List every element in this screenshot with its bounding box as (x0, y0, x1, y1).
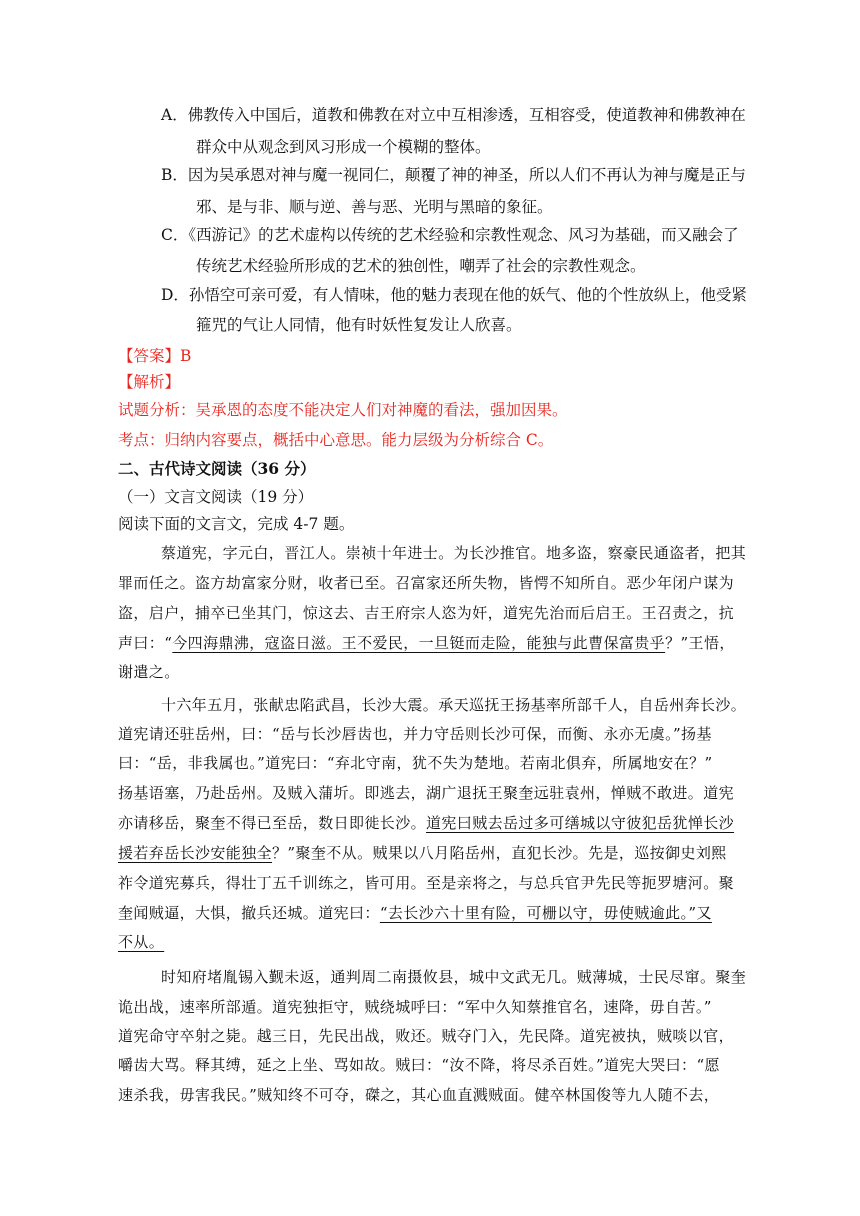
passage-text: 奎闻贼逼，大惧，撤兵还城。道宪曰： (118, 904, 380, 922)
underlined-sentence: 今四海鼎沸，寇盗日滋。王不爱民，一旦铤而走险，能独与此曹保富贵乎 (172, 634, 666, 652)
passage-p2-line4: 扬基语塞，乃赴岳州。及贼入蒲圻。即逃去，湖广退抚王聚奎远驻袁州，惮贼不敢进。道宪 (118, 784, 735, 802)
instruction: 阅读下面的文言文，完成 4-7 题。 (118, 515, 355, 533)
passage-p1-line4 (118, 633, 735, 653)
section-title: 二、古代诗文阅读（36 分） (118, 459, 316, 478)
exam-points: 考点：归纳内容要点，概括中心意思。能力层级为分析综合 C。 (118, 431, 554, 449)
passage-text: ？”聚奎不从。贼果以八月陷岳州，直犯长沙。先是，巡按御史刘熙 (272, 844, 727, 862)
passage-p1-line3: 盗，启户，捕卒已坐其门，惊这去、吉王府宗人恣为奸，道宪先治而后启王。王召责之，抗 (118, 604, 735, 622)
answer-label: 【答案】B (118, 347, 192, 365)
passage-p2-line3: 曰：“岳，非我属也。”道宪曰：“弃北守南，犹不失为楚地。若南北俱弃，所属地安在？” (118, 754, 713, 772)
passage-p2-line5 (118, 813, 734, 833)
analysis-text: 试题分析：吴承恩的态度不能决定人们对神魔的看法，强加因果。 (118, 401, 568, 419)
passage-p3-line3: 道宪命守卒射之毙。越三日，先民出战，败还。贼夺门入，先民降。道宪被执，贼啖以官， (118, 1027, 735, 1045)
passage-p1-line1: 蔡道宪，字元白，晋江人。崇祯十年进士。为长沙推官。地多盗，察豪民通盗者，把其 (161, 544, 747, 562)
underlined-sentence: 援若弃岳长沙安能独全 (118, 844, 273, 862)
option-d-line1: D．孙悟空可亲可爱，有人情味，他的魅力表现在他的妖气、他的个性放纵上，他受紧 (161, 286, 747, 304)
option-b-line1: B．因为吴承恩对神与魔一视同仁，颠覆了神的神圣，所以人们不再认为神与魔是正与 (161, 166, 746, 184)
passage-p3-line4: 嚼齿大骂。释其缚，延之上坐、骂如故。贼曰：“汝不降，将尽杀百姓。”道宪大哭曰：“愿 (118, 1056, 720, 1074)
option-b-line2: 邪、是与非、顺与逆、善与恶、光明与黑暗的象征。 (196, 198, 553, 216)
passage-text: 声曰：“ (118, 634, 173, 652)
passage-p3-line1: 时知府堵胤锡入觐未返，通判周二南摄攸县，城中文武无几。贼薄城，士民尽窜。聚奎 (161, 968, 747, 986)
passage-p2-line2: 道宪请还驻岳州，曰：“岳与长沙唇齿也，并力守岳则长沙可保，而衡、永亦无虞。”扬基 (118, 725, 712, 743)
analysis-label: 【解析】 (118, 373, 181, 391)
underlined-sentence: 道宪曰贼去岳过多可缮城以守彼犯岳犹惮长沙 (426, 814, 735, 832)
passage-p2-line9: 不从。 (118, 933, 165, 951)
passage-p2-line6 (118, 843, 727, 863)
underlined-sentence: “去长沙六十里有险，可栅以守，毋使贼逾此。”又 (379, 904, 712, 922)
section-subtitle: （一）文言文阅读（19 分） (118, 488, 314, 506)
passage-p2-line7: 祚令道宪募兵，得壮丁五千训练之，皆可用。至是亲将之，与总兵官尹先民等扼罗塘河。聚 (118, 874, 735, 892)
option-d-line2: 箍咒的气让人同情，他有时妖性复发让人欣喜。 (196, 316, 522, 334)
option-a-line1: A．佛教传入中国后，道教和佛教在对立中互相渗透，互相容受，使道教神和佛教神在 (161, 106, 746, 124)
passage-text: 亦请移岳，聚奎不得已至岳，数日即徙长沙。 (118, 814, 427, 832)
passage-p3-line2: 诡出战，速率所部遁。道宪独拒守，贼绕城呼曰：“军中久知蔡推官名，速降，毋自苦。” (118, 998, 712, 1016)
passage-p2-line1: 十六年五月，张献忠陷武昌，长沙大震。承天巡抚王扬基率所部千人，自岳州奔长沙。 (161, 696, 747, 714)
option-c-line2: 传统艺术经验所形成的艺术的独创性，嘲弄了社会的宗教性观念。 (196, 257, 646, 275)
option-a-line2: 群众中从观念到风习形成一个模糊的整体。 (196, 138, 491, 156)
passage-p1-line2: 罪而任之。盗方劫富家分财，收者已至。召富家还所失物，皆愕不知所自。恶少年闭户谋为 (118, 574, 735, 592)
passage-text: ？”王悟， (665, 634, 735, 652)
passage-p2-line8 (118, 903, 712, 923)
passage-p3-line5: 速杀我，毋害我民。”贼知终不可夺，磔之，其心血直溅贼面。健卒林国俊等九人随不去， (118, 1086, 720, 1104)
passage-p1-line5: 谢遣之。 (118, 663, 180, 681)
option-c-line1: C．《西游记》的艺术虚构以传统的艺术经验和宗教性观念、风习为基础，而又融会了 (161, 226, 739, 244)
